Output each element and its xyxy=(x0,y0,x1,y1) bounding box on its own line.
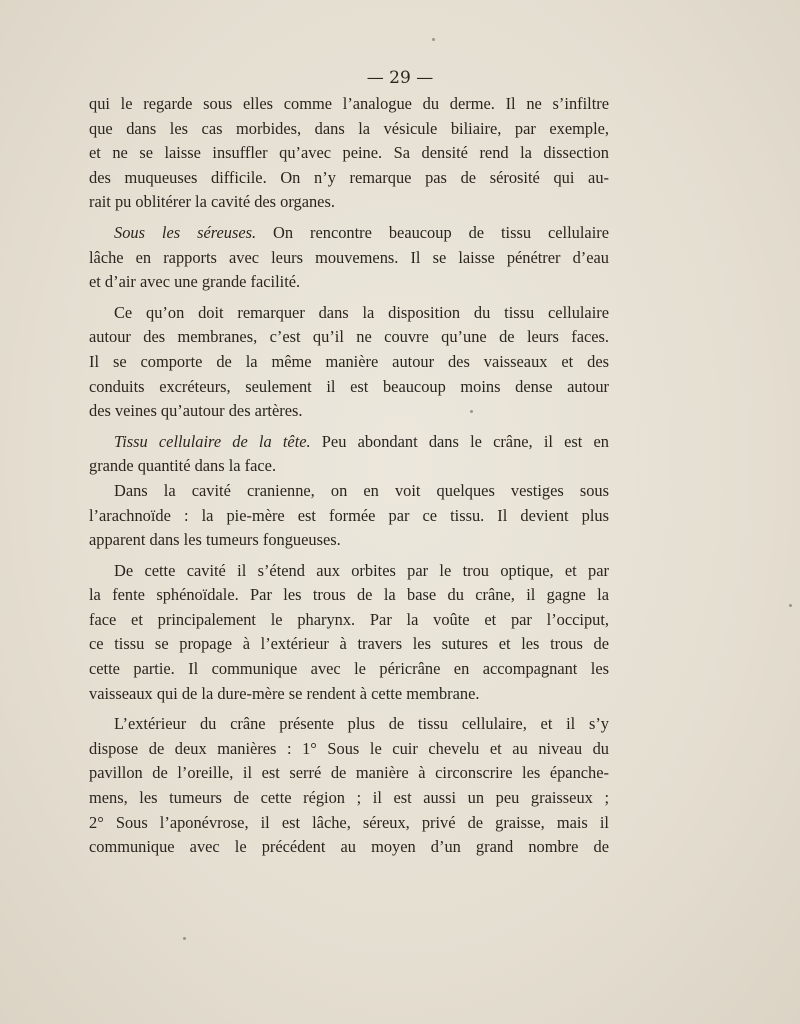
text-line: autour des membranes, c’est qu’il ne couvre qu’une de leurs faces. xyxy=(89,327,609,347)
text-line: pavillon de l’oreille, il est serré de manière à circonscrire les épanche- xyxy=(89,763,609,783)
paper-speck xyxy=(183,937,186,940)
paragraph xyxy=(89,712,609,860)
italic-heading: Tissu cellulaire de la tête. xyxy=(114,431,311,451)
text-line: grande quantité dans la face. xyxy=(89,456,277,476)
paragraph xyxy=(89,559,609,707)
text-line xyxy=(89,430,609,455)
paragraph xyxy=(89,479,609,553)
text-line: cette partie. Il communique avec le péricrâne en accompagnant les xyxy=(89,659,609,679)
italic-heading: Sous les séreuses. xyxy=(114,222,257,242)
paragraph xyxy=(89,301,609,424)
text-line: la fente sphénoïdale. Par les trous de la base du crâne, il gagne la xyxy=(89,585,609,605)
text-line: dispose de deux manières : 1° Sous le cuir chevelu et au niveau du xyxy=(89,738,609,758)
text-line: Il se comporte de la même manière autour des vaisseaux et des xyxy=(89,351,609,371)
text-line: Dans la cavité cranienne, on en voit quelques vestiges sous xyxy=(114,480,609,500)
text-line: que dans les cas morbides, dans la vésicule biliaire, par exemple, xyxy=(89,118,609,138)
paper-speck xyxy=(789,604,792,607)
text-fragment: On rencontre beaucoup de tissu cellulaire xyxy=(256,222,609,242)
text-line: l’arachnoïde : la pie-mère est formée par ce tissu. Il devient plus xyxy=(89,505,609,525)
text-line: des veines qu’autour des artères. xyxy=(89,401,303,421)
body-text xyxy=(89,92,609,860)
text-line: et d’air avec une grande facilité. xyxy=(89,272,301,292)
paragraph xyxy=(89,92,609,215)
text-line: 2° Sous l’aponévrose, il est lâche, séreux, privé de graisse, mais il xyxy=(89,812,609,832)
text-line: rait pu oblitérer la cavité des organes. xyxy=(89,192,335,212)
text-line: apparent dans les tumeurs fongueuses. xyxy=(89,530,341,550)
text-line: ce tissu se propage à l’extérieur à travers les sutures et les trous de xyxy=(89,634,609,654)
text-line: face et principalement le pharynx. Par la voûte et par l’occiput, xyxy=(89,609,609,629)
text-line: conduits excréteurs, seulement il est beaucoup moins dense autour xyxy=(89,376,609,396)
text-line: des muqueuses difficile. On n’y remarque pas de sérosité qui au- xyxy=(89,167,609,187)
paper-speck xyxy=(432,38,435,41)
text-line: et ne se laisse insuffler qu’avec peine. Sa densité rend la dissection xyxy=(89,143,609,163)
text-line: qui le regarde sous elles comme l’analogue du derme. Il ne s’infiltre xyxy=(89,94,609,113)
text-line: lâche en rapports avec leurs mouvemens. Il se laisse pénétrer d’eau xyxy=(89,247,609,267)
paragraph xyxy=(89,430,609,479)
text-line: mens, les tumeurs de cette région ; il est aussi un peu graisseux ; xyxy=(89,788,609,808)
text-line: communique avec le précédent au moyen d’un grand nombre de xyxy=(89,837,609,857)
text-line xyxy=(89,221,609,246)
text-line: Ce qu’on doit remarquer dans la disposition du tissu cellulaire xyxy=(114,302,609,322)
page-number: — 29 — xyxy=(366,68,434,88)
paragraph xyxy=(89,221,609,295)
text-line: L’extérieur du crâne présente plus de tissu cellulaire, et il s’y xyxy=(114,714,609,734)
text-line: vaisseaux qui de la dure-mère se rendent à cette membrane. xyxy=(89,683,480,703)
text-line: De cette cavité il s’étend aux orbites par le trou optique, et par xyxy=(114,560,609,580)
paper-speck xyxy=(470,410,473,413)
text-fragment: Peu abondant dans le crâne, il est en xyxy=(310,431,609,451)
